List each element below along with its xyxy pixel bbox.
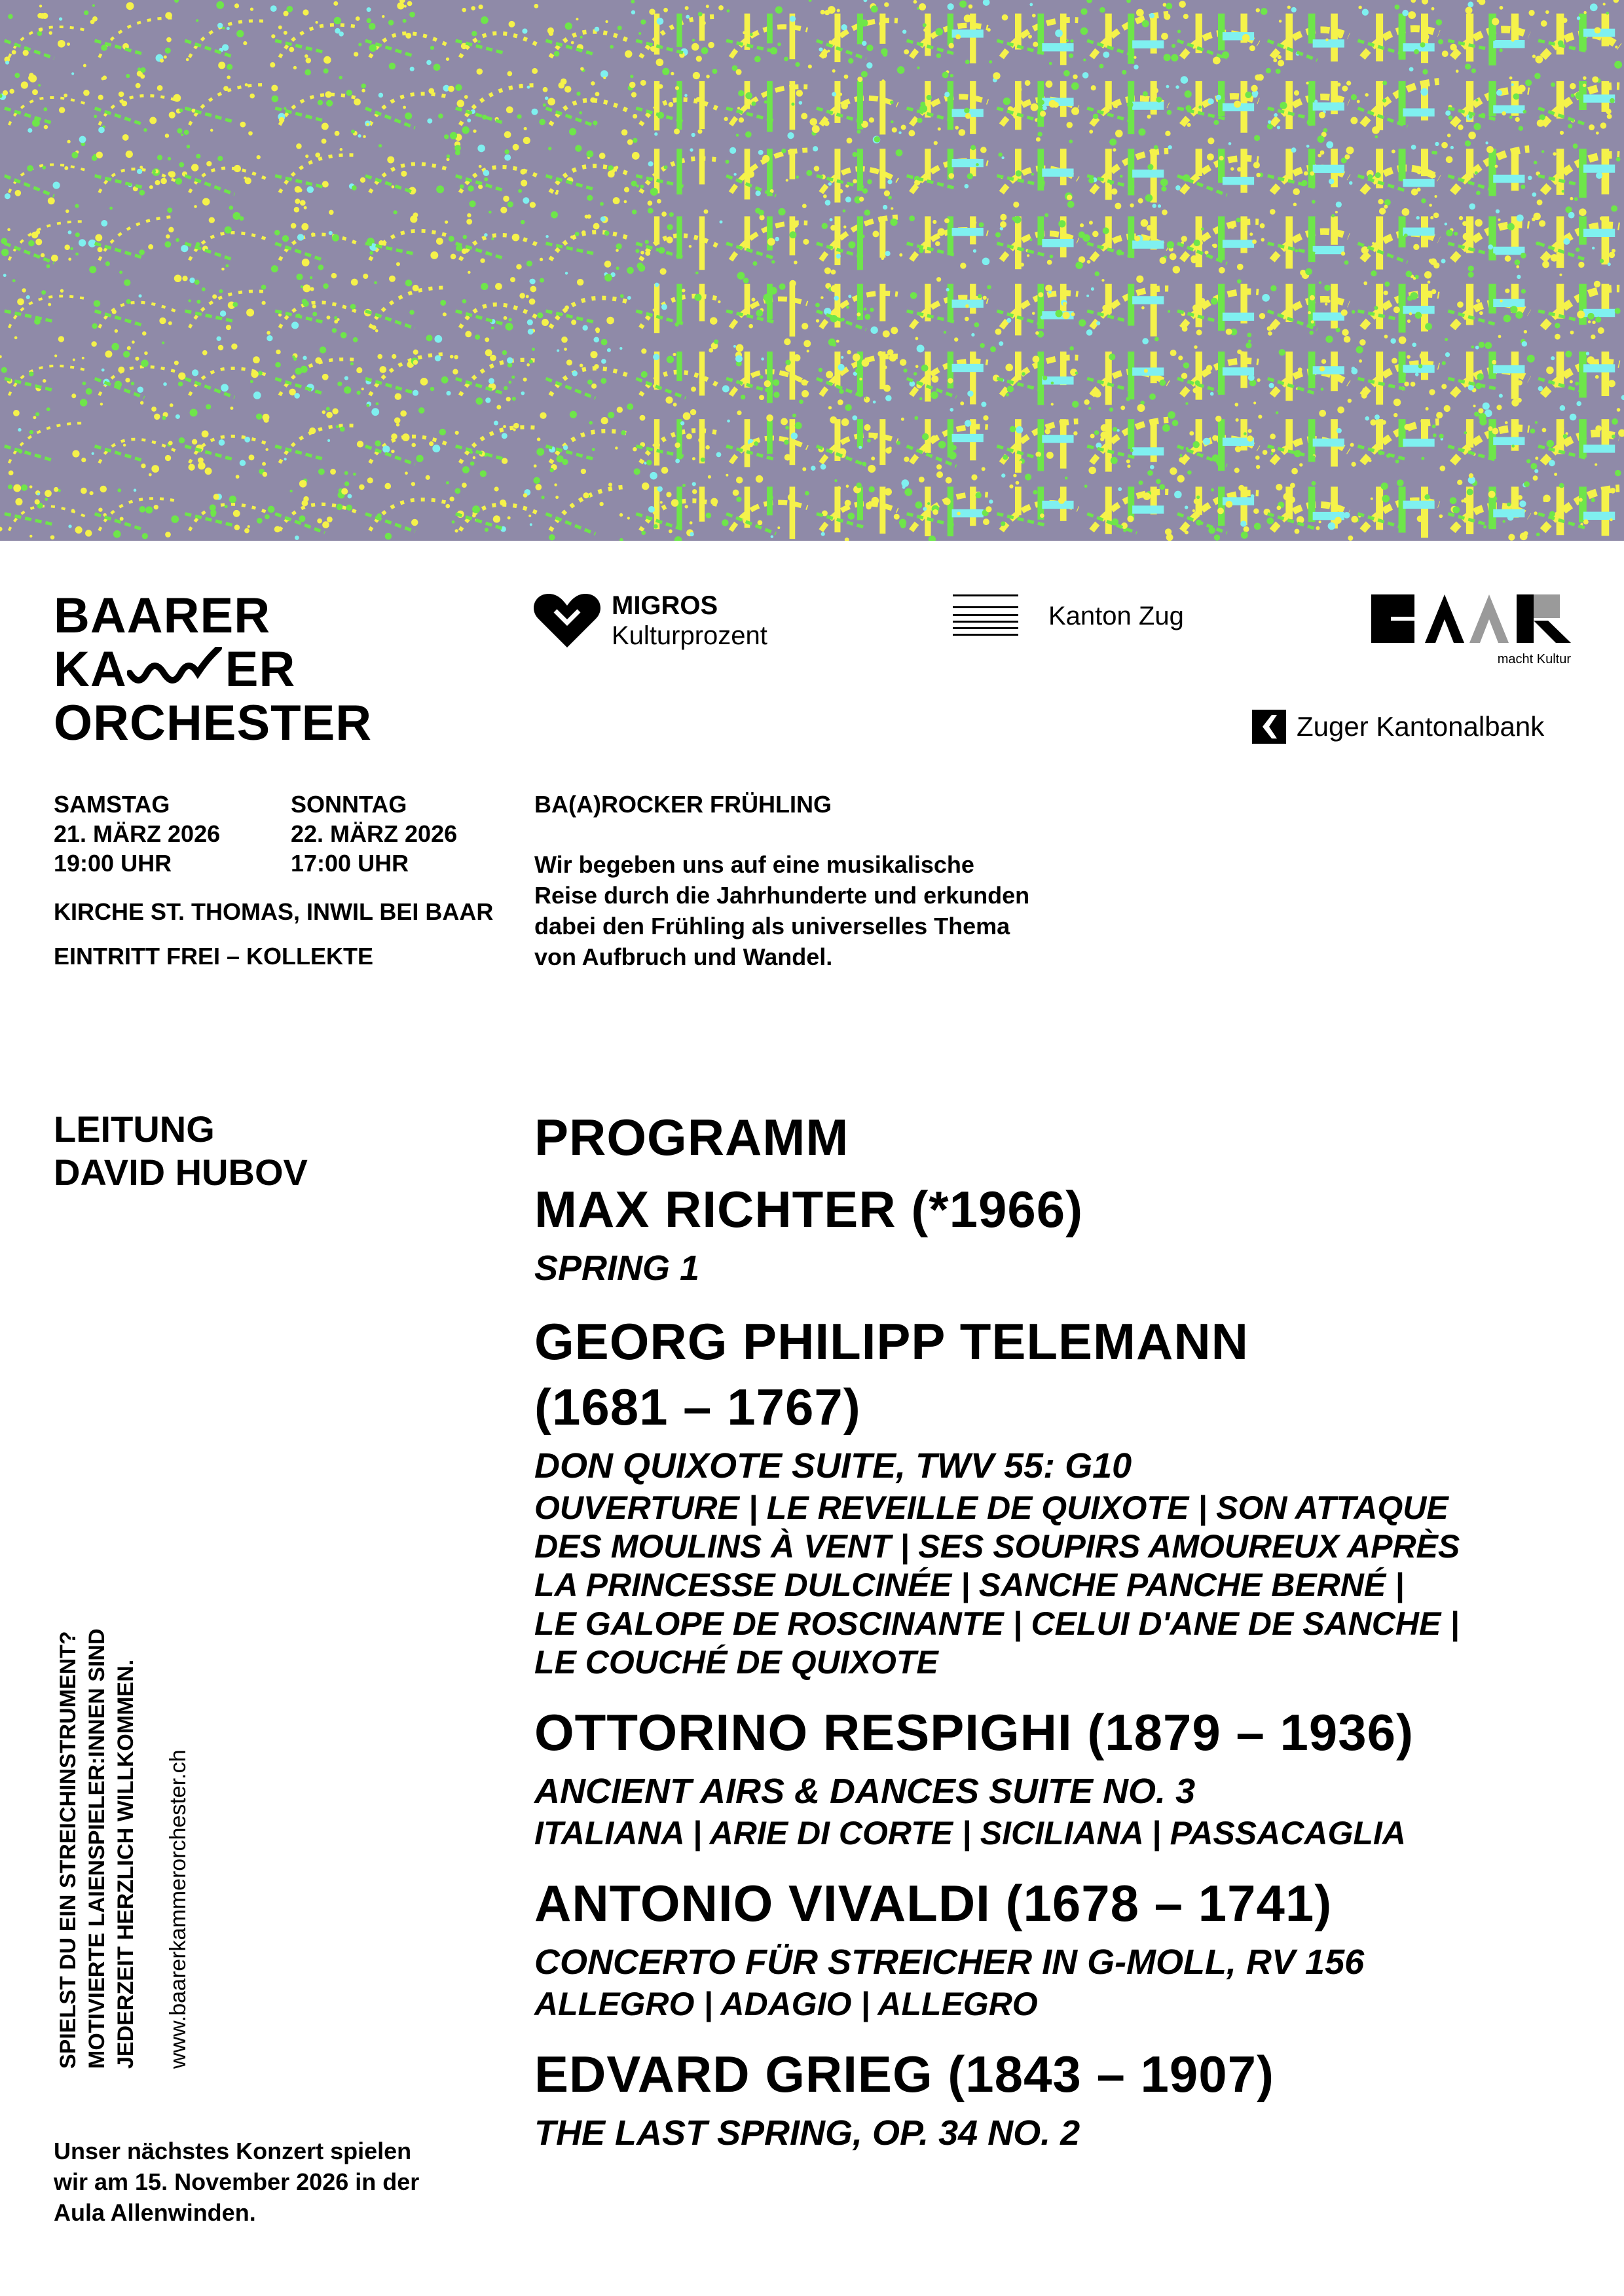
composer-telemann: GEORG PHILIPP TELEMANN	[534, 1313, 1249, 1370]
movements-vivaldi: ALLEGRO | ADAGIO | ALLEGRO	[534, 1986, 1038, 2022]
zkb-logo-icon	[1252, 710, 1286, 744]
intro-text-2: Reise durch die Jahrhunderte und erkunden	[534, 882, 1030, 909]
next-concert	[54, 2136, 419, 2228]
leitung	[54, 1108, 308, 1194]
intro	[534, 790, 1029, 972]
movements-telemann-2: DES MOULINS À VENT | SES SOUPIRS AMOUREUX APRÈS	[534, 1528, 1460, 1565]
time-2: 17:00 UHR	[291, 850, 409, 877]
work-telemann: DON QUIXOTE SUITE, TWV 55: G10	[534, 1446, 1132, 1485]
day-1: SAMSTAG	[54, 791, 170, 818]
kanton-zug-label: Kanton Zug	[1048, 602, 1184, 630]
program	[534, 1101, 1460, 2156]
baar-logo-icon	[1371, 594, 1571, 643]
migros-sub: Kulturprozent	[612, 621, 767, 650]
intro-text-1: Wir begeben uns auf eine musikalische	[534, 851, 974, 878]
next-line-3: Aula Allenwinden.	[54, 2199, 256, 2226]
logo-line-3: ORCHESTER	[54, 695, 373, 751]
date-1: 21. MÄRZ 2026	[54, 820, 221, 847]
intro-text-3: dabei den Frühling als universelles Thema	[534, 913, 1010, 939]
entry-info: EINTRITT FREI – KOLLEKTE	[54, 943, 374, 970]
heart-icon	[532, 591, 602, 650]
migros-name: MIGROS	[612, 591, 718, 620]
wave-icon	[127, 647, 225, 693]
sponsor-baar	[1371, 594, 1571, 668]
time-1: 19:00 UHR	[54, 850, 172, 877]
intro-text-4: von Aufbruch und Wandel.	[534, 943, 833, 970]
composer-telemann-years: (1681 – 1767)	[534, 1378, 861, 1436]
composer-grieg: EDVARD GRIEG (1843 – 1907)	[534, 2045, 1274, 2103]
date-saturday	[54, 790, 220, 878]
composer-vivaldi: ANTONIO VIVALDI (1678 – 1741)	[534, 1874, 1333, 1932]
sponsor-kanton-zug	[953, 594, 1184, 638]
day-2: SONNTAG	[291, 791, 407, 818]
work-respighi: ANCIENT AIRS & DANCES SUITE NO. 3	[534, 1772, 1196, 1811]
side-recruiting-text	[54, 1629, 140, 2069]
movements-respighi: ITALIANA | ARIE DI CORTE | SICILIANA | PASSACAGLIA	[534, 1815, 1406, 1851]
program-heading: PROGRAMM	[534, 1108, 849, 1166]
composer-richter: MAX RICHTER (*1966)	[534, 1180, 1084, 1238]
website-url[interactable]: www.baarerkammerorchester.ch	[166, 1749, 191, 2069]
zkb-label: Zuger Kantonalbank	[1297, 711, 1545, 742]
movements-telemann-5: LE COUCHÉ DE QUIXOTE	[534, 1644, 938, 1681]
baar-sub: macht Kultur	[1497, 652, 1571, 666]
logo-line-2a: KA	[54, 642, 127, 697]
venue: KIRCHE ST. THOMAS, INWIL BEI BAAR	[54, 898, 494, 925]
hero-pattern	[0, 0, 1624, 541]
next-line-2: wir am 15. November 2026 in der	[54, 2168, 420, 2195]
work-vivaldi: CONCERTO FÜR STREICHER IN G-MOLL, RV 156	[534, 1942, 1365, 1982]
orchestra-logo	[54, 589, 372, 750]
next-line-1: Unser nächstes Konzert spielen	[54, 2138, 412, 2164]
logo-line-1: BAARER	[54, 588, 271, 644]
composer-respighi: OTTORINO RESPIGHI (1879 – 1936)	[534, 1704, 1414, 1761]
side-line-3: JEDERZEIT HERZLICH WILLKOMMEN.	[113, 1659, 138, 2069]
work-richter: SPRING 1	[534, 1248, 700, 1288]
logo-line-2b: ER	[225, 642, 296, 697]
website-link[interactable]	[164, 1749, 193, 2069]
movements-telemann-1: OUVERTURE | LE REVEILLE DE QUIXOTE | SON ATTAQUE	[534, 1489, 1449, 1526]
leitung-label: LEITUNG	[54, 1108, 215, 1150]
sponsor-zkb	[1252, 710, 1544, 744]
movements-telemann-3: LA PRINCESSE DULCINÉE | SANCHE PANCHE BERNÉ |	[534, 1567, 1405, 1603]
side-line-1: SPIELST DU EIN STREICHINSTRUMENT?	[56, 1631, 81, 2069]
leitung-name: DAVID HUBOV	[54, 1152, 308, 1193]
hero-graphic	[0, 0, 1624, 541]
kanton-zug-emblem-icon	[953, 594, 1018, 638]
date-sunday	[291, 790, 457, 878]
intro-title: BA(A)ROCKER FRÜHLING	[534, 791, 832, 818]
work-grieg: THE LAST SPRING, OP. 34 NO. 2	[534, 2113, 1080, 2153]
date-2: 22. MÄRZ 2026	[291, 820, 458, 847]
movements-telemann-4: LE GALOPE DE ROSCINANTE | CELUI D'ANE DE SANCHE |	[534, 1605, 1460, 1642]
side-line-2: MOTIVIERTE LAIENSPIELER:INNEN SIND	[84, 1628, 109, 2069]
sponsor-migros	[532, 591, 767, 651]
